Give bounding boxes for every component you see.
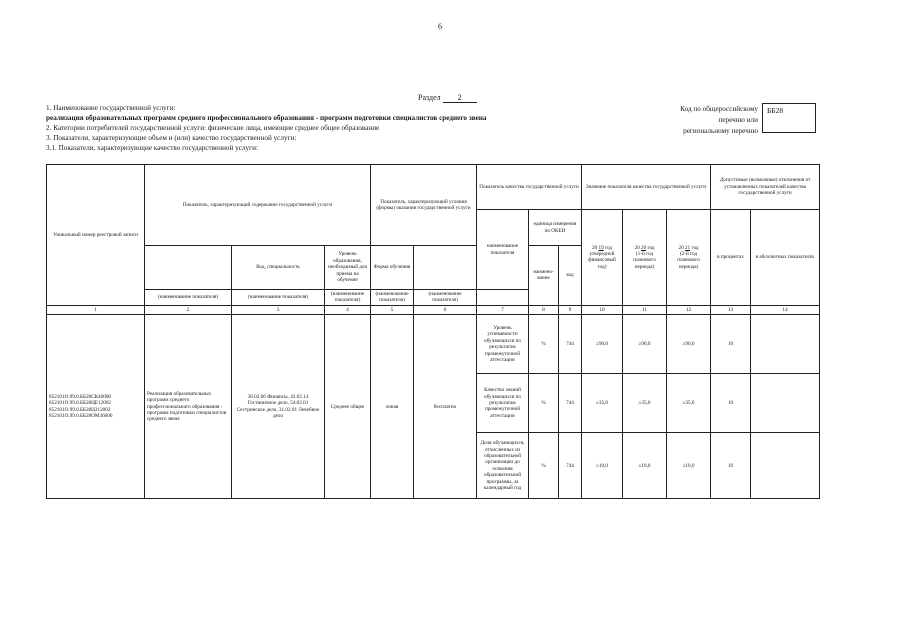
header-empty-6 xyxy=(414,246,477,290)
header-form: Форма обучения xyxy=(371,246,414,290)
table-row xyxy=(47,315,820,374)
indicator-percent: 10 xyxy=(711,433,751,499)
registry-code-box: ББ28 xyxy=(762,103,816,133)
line-indicators: 3. Показатели, характеризующие объем и (или) качество государственной услуги: xyxy=(46,134,297,142)
header-name-ind-6: (наименование показателя) xyxy=(414,290,477,306)
header-name-ind-7 xyxy=(477,290,529,306)
header-absolute: в абсолютных показателях xyxy=(751,210,820,306)
line-service-name-label: 1. Наименование государственной услуги: xyxy=(46,104,176,112)
service-content: Реализация образовательных программ среднего профессионального образования - программ подготовки специалистов среднего звена xyxy=(145,315,232,499)
header-unit-okei: единица измерения по ОКЕИ xyxy=(529,210,582,246)
header-percent: в процентах xyxy=(711,210,751,306)
indicator-code: 744 xyxy=(559,315,582,374)
header-empty-2 xyxy=(145,246,232,290)
indicator-unit: % xyxy=(529,315,559,374)
header-indicator-name: наименование показателя xyxy=(477,210,529,290)
registry-code-label: Код по общероссийскому перечню или региональному перечню xyxy=(680,105,758,135)
indicator-name: Качество знаний обучающихся по результатам промежуточной аттестации xyxy=(477,374,529,433)
header-year-3: 20 21 год (2-й год планового периода) xyxy=(667,210,711,306)
indicator-percent: 10 xyxy=(711,374,751,433)
education-form: очная xyxy=(371,315,414,499)
header-unit-code: код xyxy=(559,246,582,306)
section-label: Раздел xyxy=(418,93,441,102)
service-description xyxy=(46,103,686,153)
education-level: Среднее общее xyxy=(325,315,371,499)
page-number: 6 xyxy=(438,22,442,31)
indicator-name: Уровень успеваемости обучающихся по результатам промежуточной аттестации xyxy=(477,315,529,374)
indicator-value-3: ≥35,0 xyxy=(667,374,711,433)
line-consumer-category: 2. Категории потребителей государственной услуги: физические лица, имеющие среднее общее образование xyxy=(46,124,380,132)
header-quality: Показатель качества государственной услуги xyxy=(477,165,582,210)
indicator-value-1: ≥35,0 xyxy=(582,374,623,433)
indicator-unit: % xyxy=(529,374,559,433)
indicator-value-3: ≤10,0 xyxy=(667,433,711,499)
header-content: Показатель, характеризующий содержание государственной услуги xyxy=(145,165,371,246)
header-unique-number: Уникальный номер реестровой записи xyxy=(47,165,145,306)
indicator-code: 744 xyxy=(559,433,582,499)
indicator-absolute xyxy=(751,374,820,433)
indicator-absolute xyxy=(751,433,820,499)
indicator-value-3: ≥90,0 xyxy=(667,315,711,374)
line-service-name: реализация образовательных программ среднего профессионального образования - программ подготовки специалистов среднего звена xyxy=(46,114,487,122)
indicator-value-1: ≥90,0 xyxy=(582,315,623,374)
indicator-value-1: ≤10,0 xyxy=(582,433,623,499)
header-name-ind-3: (наименование показателя) xyxy=(232,290,325,306)
header-year-1: 20 19 год (очередной финансовый год) xyxy=(582,210,623,306)
specialities: 38.02.06 Финансы, 43.02.14 Гостиничное дело, 54.02.01 Сестринское дело, 31.02.01 Лечебное дело xyxy=(232,315,325,499)
header-name-ind-5: (наименование показателя) xyxy=(371,290,414,306)
quality-indicators-table xyxy=(46,164,820,499)
indicator-absolute xyxy=(751,315,820,374)
header-name-ind-4: (наименование показателя) xyxy=(325,290,371,306)
indicator-value-2: ≥90,0 xyxy=(623,315,667,374)
indicator-unit: % xyxy=(529,433,559,499)
header-conditions: Показатель, характеризующий условия (формы) оказания государственной услуги xyxy=(371,165,477,246)
section-heading xyxy=(418,93,477,103)
line-quality-indicators: 3.1. Показатели, характеризующие качество государственной услуги: xyxy=(46,144,258,152)
indicator-value-2: ≤10,0 xyxy=(623,433,667,499)
section-number: 2 xyxy=(443,93,477,103)
header-name-ind-2: (наименование показателя) xyxy=(145,290,232,306)
payment-type: бесплатно xyxy=(414,315,477,499)
header-unit-name: наимено-вание xyxy=(529,246,559,306)
header-value: Значение показателя качества государственной услуги xyxy=(582,165,711,210)
indicator-value-2: ≥35,0 xyxy=(623,374,667,433)
indicator-percent: 10 xyxy=(711,315,751,374)
registry-numbers: 852101O.99.0.ББ28СК40000 852101O.99.0.ББ28ЦЕ12002 852101O.99.0.ББ28ЦЗ12002 852101O.99.0.ББ28ОМ36000 xyxy=(47,315,145,499)
header-year-2: 20 20 год (1-й год планового периода) xyxy=(623,210,667,306)
header-education-level: Уровень образования, необходимый для приема на обучение xyxy=(325,246,371,290)
indicator-code: 744 xyxy=(559,374,582,433)
header-code-speciality: Код, специальность xyxy=(232,246,325,290)
header-deviation: Допустимые (возможные) отклонения от установленных показателей качества государственной услуги xyxy=(711,165,820,210)
indicator-name: Доля обучающихся, отчисленных из образовательной организации до освоения образовательной программы, за календарный год xyxy=(477,433,529,499)
column-number-row: 1 2 3 4 5 6 7 8 9 10 11 12 13 14 xyxy=(47,305,820,314)
